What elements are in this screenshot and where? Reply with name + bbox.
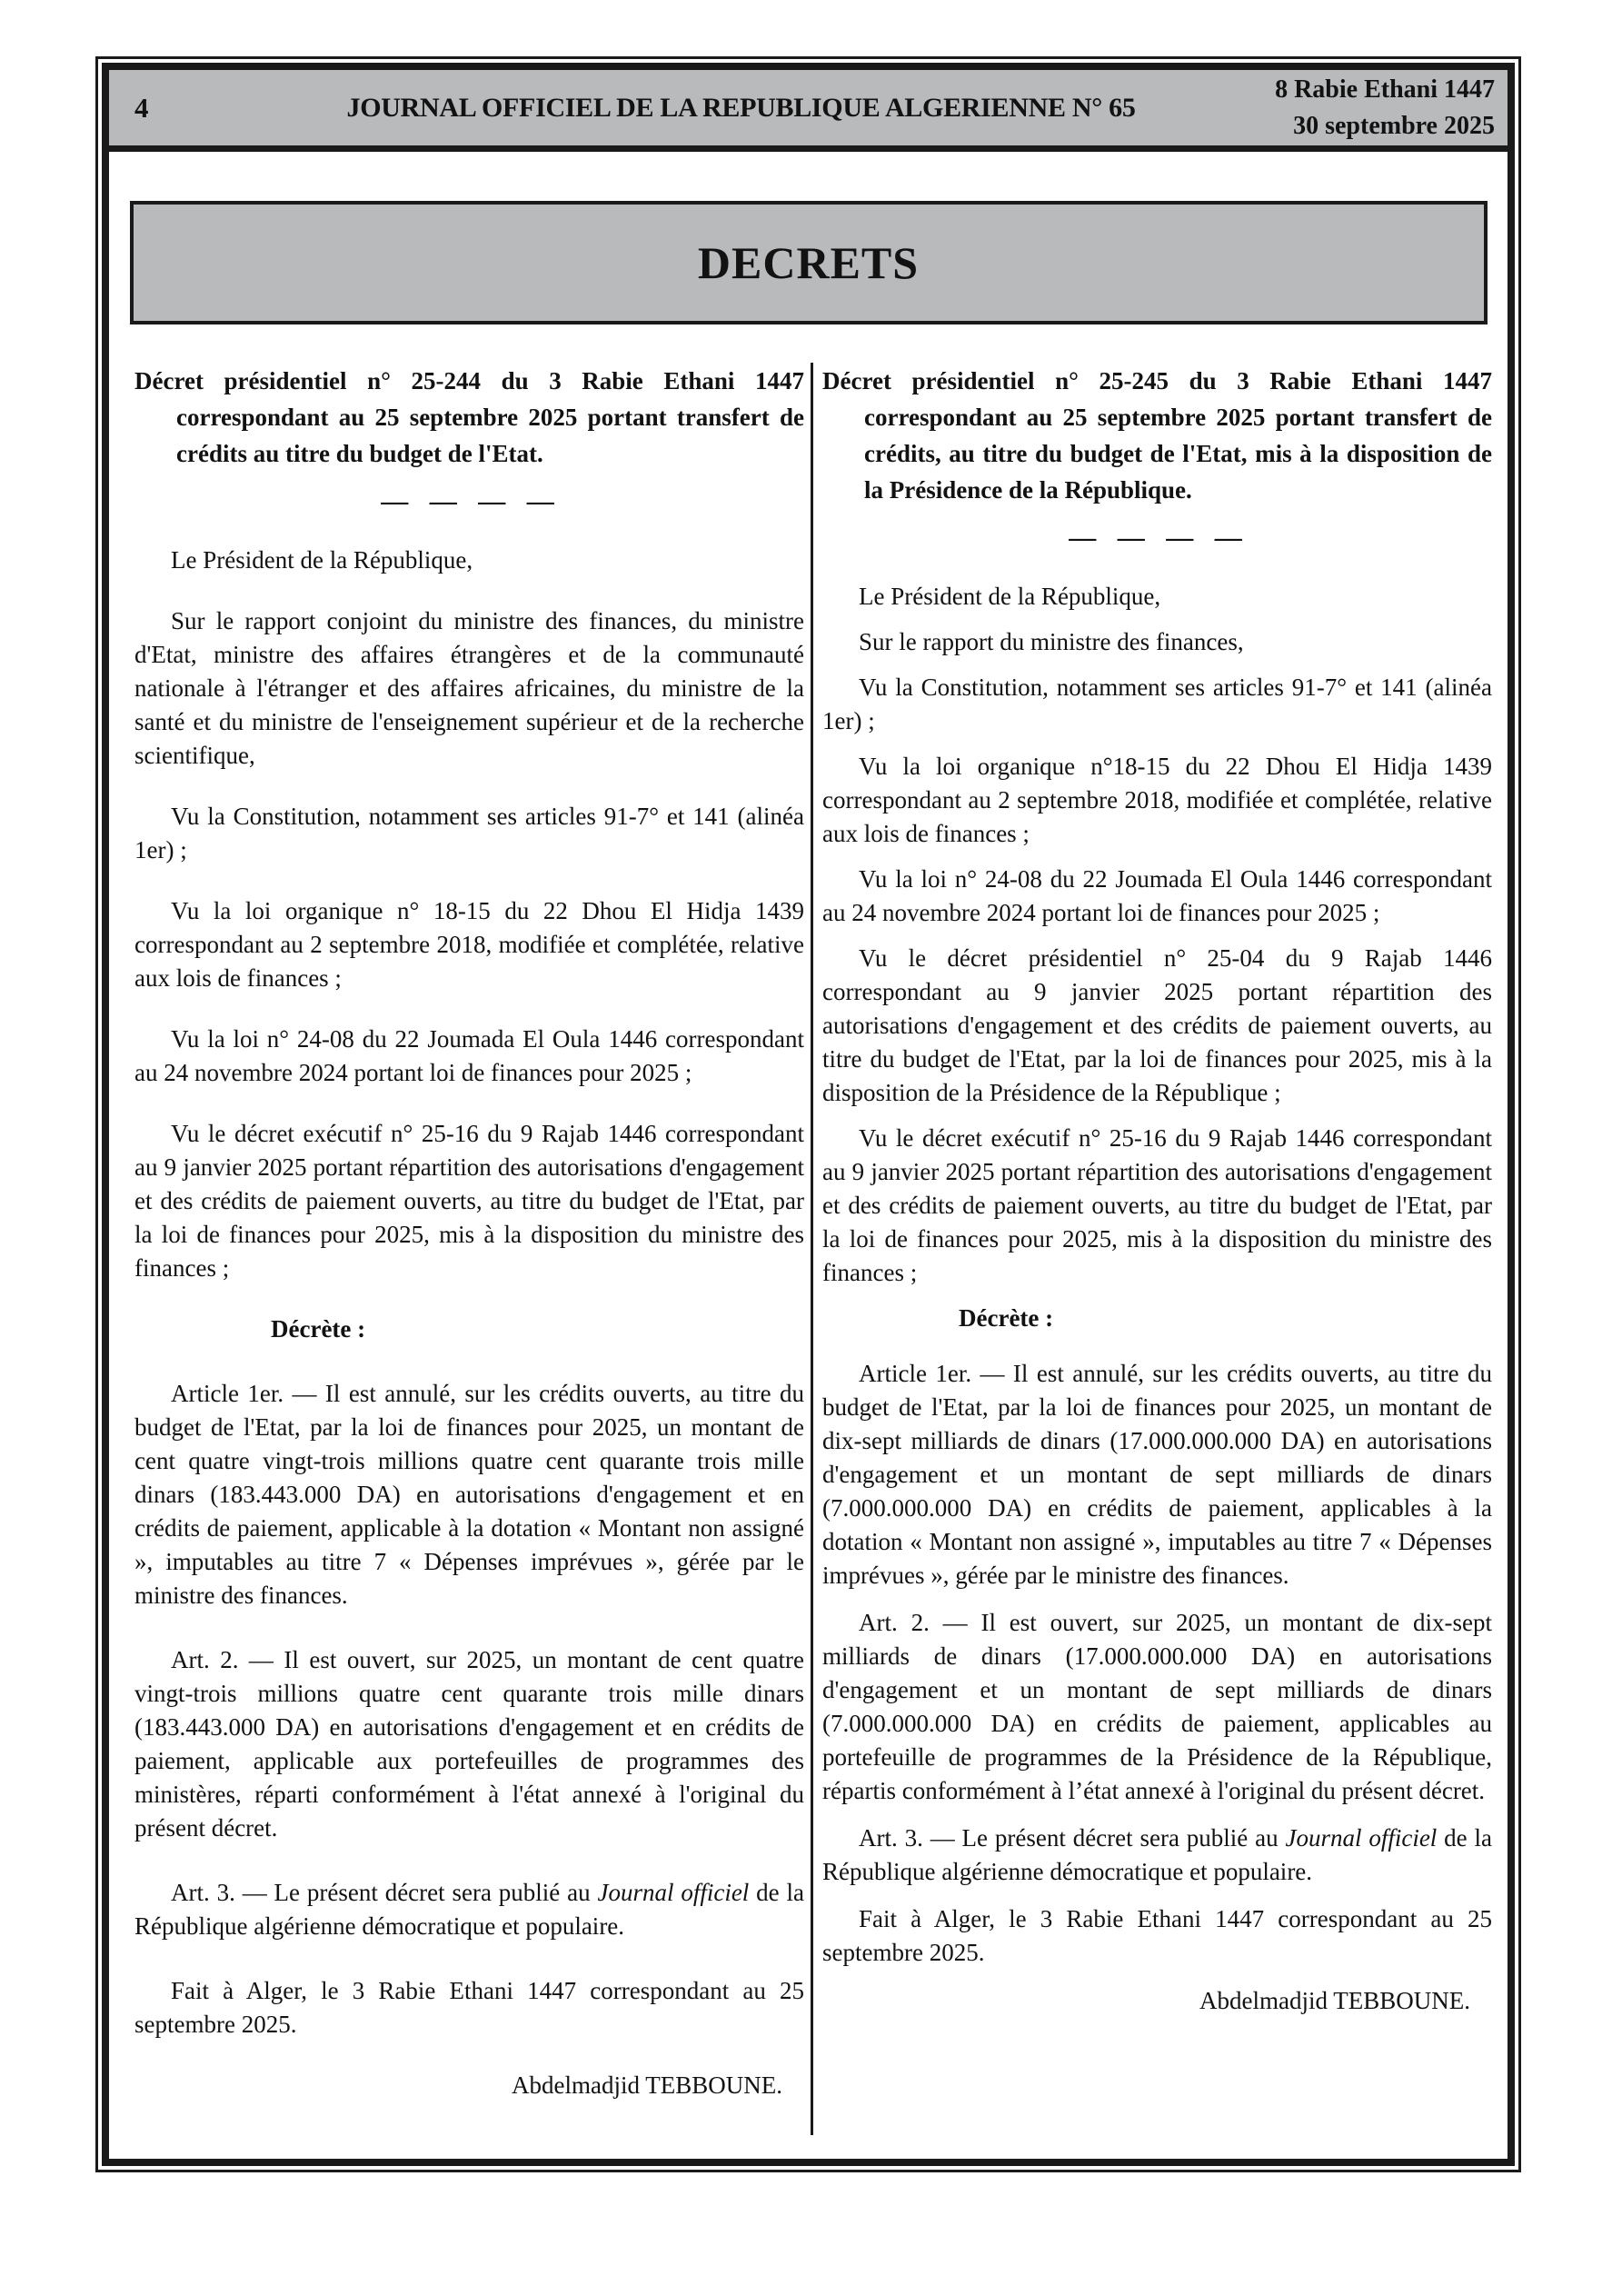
article-2: Art. 2. — Il est ouvert, sur 2025, un montant de cent quatre vingt-trois millions quatre cent quarante trois mille dinars (183.443.000 DA) en autorisations d'engagement et en crédits de paiement, applicable aux portefeuilles de programmes des ministères, réparti conformément à l'état annexé à l'original du présent décret. [134,1646,804,1842]
paragraph: Le Président de la République, [859,583,1161,610]
signature-name: Abdelmadjid TEBBOUNE. [512,2071,782,2099]
paragraph: Vu la Constitution, notamment ses articles 91-7° et 141 (alinéa 1er) ; [822,674,1492,734]
paragraph: Vu le décret présidentiel n° 25-04 du 9 Rajab 1446 correspondant au 9 janvier 2025 portant répartition des autorisations d'engagement et des crédits de paiement ouverts, au titre du budget de l'Etat, par la loi de finances pour 2025, mis à la disposition de la Présidence de la République ; [822,944,1492,1106]
paragraph: Sur le rapport du ministre des finances, [859,628,1244,655]
article-2: Art. 2. — Il est ouvert, sur 2025, un montant de dix-sept milliards de dinars (17.000.000.000 DA) en autorisations d'engagement et un montant de sept milliards de dinars (7.000.000.000 DA) en crédits de paiement, applicables au portefeuille de programmes de la Présidence de la République, répartis conformément à l’état annexé à l'original du présent décret. [822,1609,1492,1804]
paragraph: Vu la loi organique n°18-15 du 22 Dhou El Hidja 1439 correspondant au 2 septembre 2018, modifiée et complétée, relative aux lois de finances ; [822,753,1492,847]
page-number: 4 [134,91,149,124]
decree-title: Décret présidentiel n° 25-244 du 3 Rabie Ethani 1447 correspondant au 25 septembre 2025 portant transfert de crédits au titre du budget de l'Etat. [134,367,804,467]
decrete-label: Décrète : [271,1315,366,1343]
dash-separator: — — — — [1069,523,1246,553]
journal-title: JOURNAL OFFICIEL DE LA REPUBLIQUE ALGERIENNE N° 65 [346,92,1136,123]
journal-officiel-italic: Journal officiel [1285,1824,1438,1852]
decrete-label: Décrète : [959,1304,1054,1332]
header-date-hijri: 8 Rabie Ethani 1447 [1275,75,1495,104]
signature-date: Fait à Alger, le 3 Rabie Ethani 1447 correspondant au 25 septembre 2025. [822,1905,1492,1966]
header-dates [1275,72,1508,145]
article-3 [134,1876,804,1943]
paragraph: Vu la Constitution, notamment ses articles 91-7° et 141 (alinéa 1er) ; [134,803,804,863]
article-3-prefix: Art. 3. — Le présent décret sera publié au [859,1824,1286,1852]
decrees-body [109,363,1508,2162]
left-decree [134,363,804,2162]
paragraph: Vu la loi n° 24-08 du 22 Joumada El Oula 1446 correspondant au 24 novembre 2024 portant loi de finances pour 2025 ; [134,1025,804,1086]
article-1: Article 1er. — Il est annulé, sur les crédits ouverts, au titre du budget de l'Etat, par la loi de finances pour 2025, un montant de dix-sept milliards de dinars (17.000.000.000 DA) en autorisations d'engagement et un montant de sept milliards de dinars (7.000.000.000 DA) en crédits de paiement, applicables à la dotation « Montant non assigné », imputables au titre 7 « Dépenses imprévues », gérée par le ministre des finances. [822,1360,1492,1589]
paragraph: Vu la loi organique n° 18-15 du 22 Dhou El Hidja 1439 correspondant au 2 septembre 2018, modifiée et complétée, relative aux lois de finances ; [134,897,804,992]
page-frame-outer [95,56,1521,2172]
dash-separator: — — — — [381,486,558,516]
paragraph: Vu la loi n° 24-08 du 22 Joumada El Oula 1446 correspondant au 24 novembre 2024 portant loi de finances pour 2025 ; [822,865,1492,926]
paragraph: Vu le décret exécutif n° 25-16 du 9 Rajab 1446 correspondant au 9 janvier 2025 portant répartition des autorisations d'engagement et des crédits de paiement ouverts, au titre du budget de l'Etat, par la loi de finances pour 2025, mis à la disposition du ministre des finances ; [134,1120,804,1282]
article-3-suffix: de la République algérienne démocratique et populaire. [822,1824,1492,1885]
decrets-banner [130,201,1488,324]
article-3-suffix: de la République algérienne démocratique et populaire. [134,1879,804,1940]
right-decree [822,363,1492,2162]
signature-date: Fait à Alger, le 3 Rabie Ethani 1447 correspondant au 25 septembre 2025. [134,1977,804,2038]
header-band [109,70,1508,152]
article-3 [822,1822,1492,1889]
header-date-gregorian: 30 septembre 2025 [1293,111,1495,140]
signature-name: Abdelmadjid TEBBOUNE. [1199,1987,1470,2014]
paragraph: Vu le décret exécutif n° 25-16 du 9 Rajab 1446 correspondant au 9 janvier 2025 portant répartition des autorisations d'engagement et des crédits de paiement ouverts, au titre du budget de l'Etat, par la loi de finances pour 2025, mis à la disposition du ministre des finances ; [822,1124,1492,1286]
paragraph: Le Président de la République, [171,546,473,574]
article-1: Article 1er. — Il est annulé, sur les crédits ouverts, au titre du budget de l'Etat, par la loi de finances pour 2025, un montant de cent quatre vingt-trois millions quatre cent quarante trois mille dinars (183.443.000 DA) en autorisations d'engagement et en crédits de paiement, applicable à la dotation « Montant non assigné », imputables au titre 7 « Dépenses imprévues », gérée par le ministre des finances. [134,1380,804,1609]
page-frame-inner [102,63,1515,2166]
paragraph: Sur le rapport conjoint du ministre des finances, du ministre d'Etat, ministre des affaires étrangères et de la communauté nationale à l'étranger et des affaires africaines, du ministre de la santé et du ministre de l'enseignement supérieur et de la recherche scientifique, [134,607,804,769]
article-3-prefix: Art. 3. — Le présent décret sera publié au [171,1879,598,1906]
journal-officiel-italic: Journal officiel [597,1879,750,1906]
decree-title: Décret présidentiel n° 25-245 du 3 Rabie Ethani 1447 correspondant au 25 septembre 2025 portant transfert de crédits, au titre du budget de l'Etat, mis à la disposition de la Présidence de la République. [822,367,1492,504]
decrets-banner-label: DECRETS [697,237,920,288]
column-divider [811,363,813,2135]
